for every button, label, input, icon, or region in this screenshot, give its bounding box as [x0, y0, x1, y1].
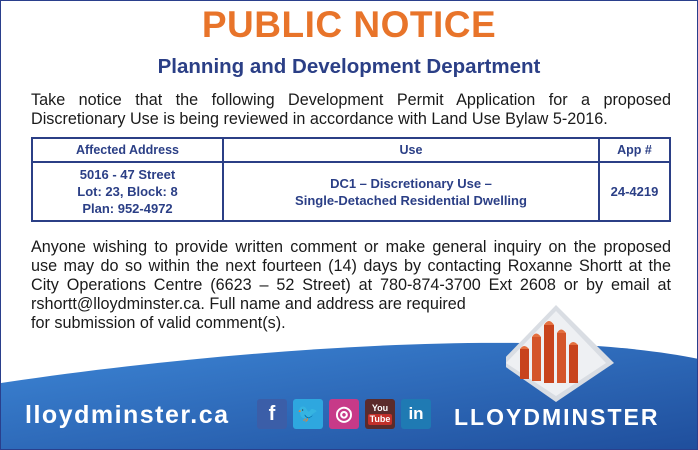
city-logo-icon — [506, 303, 616, 403]
youtube-icon[interactable] — [365, 399, 395, 429]
permit-table — [31, 137, 671, 222]
website-link[interactable]: lloydminster.ca — [25, 401, 230, 429]
cell-address — [32, 162, 223, 221]
header-app-number: App # — [599, 138, 670, 162]
table-row — [32, 162, 670, 221]
youtube-tube: Tube — [369, 414, 391, 424]
outro-line: use may do so within the next fourteen (14) days by contacting Roxanne Shortt at the — [31, 257, 671, 275]
notice-title: PUBLIC NOTICE — [201, 4, 497, 45]
address-line: 5016 - 47 Street — [79, 167, 176, 182]
intro-line: Take notice that the following Development Permit Application for a proposed — [31, 91, 671, 109]
twitter-icon[interactable]: 🐦 — [293, 399, 323, 429]
outro-line: for submission of valid comment(s). — [31, 314, 286, 332]
cell-use — [223, 162, 599, 221]
outro-line: Anyone wishing to provide written comment or make general inquiry on the proposed — [31, 238, 671, 256]
address-line: Lot: 23, Block: 8 — [77, 184, 178, 199]
intro-paragraph — [31, 91, 671, 129]
outro-line: City Operations Centre (6623 – 52 Street) at 780-874-3700 Ext 2608 or by email at — [31, 276, 671, 294]
facebook-icon[interactable]: f — [257, 399, 287, 429]
header-affected-address: Affected Address — [32, 138, 223, 162]
address-line: Plan: 952-4972 — [82, 201, 173, 216]
instagram-icon[interactable]: ◎ — [329, 399, 359, 429]
use-line: DC1 – Discretionary Use – — [330, 175, 492, 191]
footer-banner — [1, 301, 698, 450]
use-line: Single-Detached Residential Dwelling — [295, 192, 527, 208]
intro-line: Discretionary Use is being reviewed in accordance with Land Use Bylaw 5-2016. — [31, 110, 608, 128]
city-brand-name: LLOYDMINSTER — [454, 404, 660, 430]
linkedin-icon[interactable]: in — [401, 399, 431, 429]
department-subtitle: Planning and Development Department — [157, 55, 541, 78]
cell-app-number: 24-4219 — [599, 162, 670, 221]
youtube-you: You — [371, 403, 389, 413]
table-header-row — [32, 138, 670, 162]
header-use: Use — [223, 138, 599, 162]
outro-line: rshortt@lloydminster.ca. Full name and address are required — [31, 295, 466, 313]
